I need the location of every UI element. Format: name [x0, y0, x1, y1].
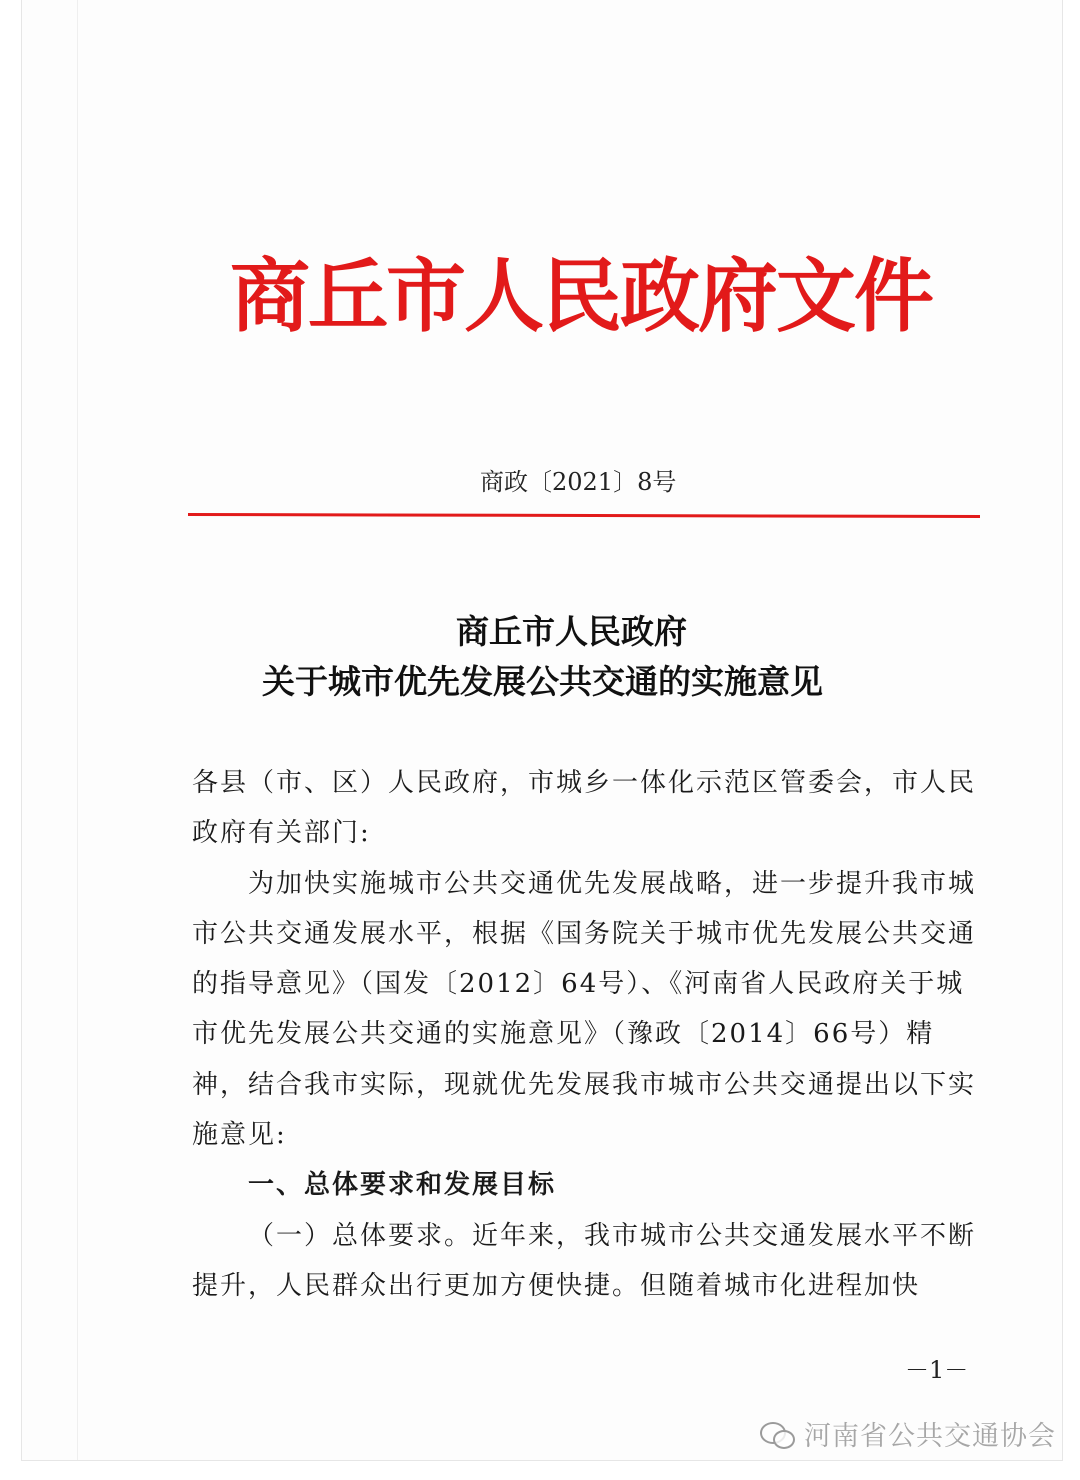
document-body — [192, 758, 978, 1311]
intro-paragraph: 为加快实施城市公共交通优先发展战略，进一步提升我市城市公共交通发展水平，根据《国务院关于城市优先发展公共交通的指导意见》（国发〔2012〕64号）、《河南省人民政府关于城市优先发展公共交通的实施意见》（豫政〔2014〕66号）精神，结合我市实际，现就优先发展我市城市公共交通提出以下实施意见: — [192, 868, 977, 1151]
document-title-line-2: 关于城市优先发展公共交通的实施意见 — [262, 662, 823, 701]
page-number: －1－ — [905, 1356, 969, 1384]
watermark-text: 河南省公共交通协会 — [804, 1421, 1056, 1452]
document-number: 商政〔2021〕8号 — [480, 468, 677, 496]
section-1-paragraph: （一）总体要求。近年来，我市城市公共交通发展水平不断提升，人民群众出行更加方便快捷。但随着城市化进程加快 — [192, 1220, 977, 1301]
watermark — [760, 1414, 1056, 1453]
section-heading-1: 一、总体要求和发展目标 — [248, 1170, 557, 1201]
document-header-title: 商丘市人民政府文件 — [230, 249, 932, 343]
wechat-icon — [760, 1420, 796, 1448]
binding-margin — [77, 0, 78, 1460]
document-title-line-1: 商丘市人民政府 — [456, 612, 687, 651]
salutation: 各县（市、区）人民政府，市城乡一体化示范区管委会，市人民政府有关部门: — [192, 768, 977, 849]
